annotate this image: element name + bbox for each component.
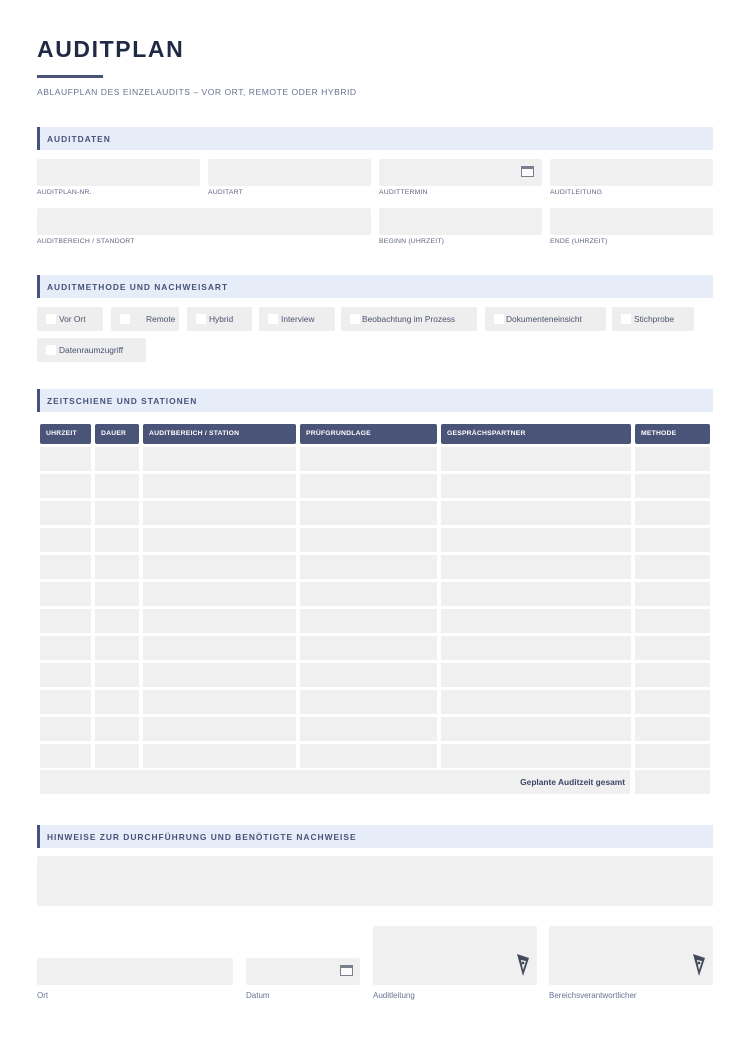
table-cell[interactable] xyxy=(300,555,437,579)
checkbox[interactable] xyxy=(46,345,56,355)
auditleitung-signature-field[interactable] xyxy=(373,926,537,985)
table-cell[interactable] xyxy=(635,636,710,660)
table-cell[interactable] xyxy=(40,663,91,687)
column-header-pruefgrundlage xyxy=(300,424,437,444)
table-cell[interactable] xyxy=(441,636,631,660)
method-label: Vor Ort xyxy=(59,314,86,324)
table-cell[interactable] xyxy=(95,663,139,687)
datum-label: Datum xyxy=(246,991,270,1000)
table-cell[interactable] xyxy=(635,528,710,552)
bereich-signature-field[interactable] xyxy=(549,926,713,985)
beginn-field[interactable] xyxy=(379,208,542,235)
calendar-icon[interactable] xyxy=(340,965,353,976)
table-cell[interactable] xyxy=(40,609,91,633)
ende-field[interactable] xyxy=(550,208,713,235)
table-cell[interactable] xyxy=(441,501,631,525)
checkbox[interactable] xyxy=(621,314,631,324)
table-cell[interactable] xyxy=(143,636,296,660)
table-cell[interactable] xyxy=(143,609,296,633)
section-title: HINWEISE ZUR DURCHFÜHRUNG UND BENÖTIGTE NACHWEISE xyxy=(47,832,357,842)
table-cell[interactable] xyxy=(441,609,631,633)
table-cell[interactable] xyxy=(300,744,437,768)
table-cell[interactable] xyxy=(300,636,437,660)
page-subtitle: ABLAUFPLAN DES EINZELAUDITS – VOR ORT, REMOTE ODER HYBRID xyxy=(37,87,357,97)
checkbox[interactable] xyxy=(350,314,360,324)
table-cell[interactable] xyxy=(300,663,437,687)
table-cell[interactable] xyxy=(635,744,710,768)
column-header-label: PRÜFGRUNDLAGE xyxy=(306,430,371,437)
method-label: Stichprobe xyxy=(634,314,675,324)
auditleitung-field[interactable] xyxy=(550,159,713,186)
pen-icon xyxy=(515,952,531,978)
checkbox[interactable] xyxy=(46,314,56,324)
table-cell[interactable] xyxy=(441,447,631,471)
section-header-zeitschiene xyxy=(37,389,713,412)
method-chip-stichprobe[interactable] xyxy=(612,307,694,331)
beginn-label: BEGINN (UHRZEIT) xyxy=(379,238,445,245)
table-cell[interactable] xyxy=(441,744,631,768)
table-cell[interactable] xyxy=(635,582,710,606)
checkbox[interactable] xyxy=(196,314,206,324)
column-header-label: DAUER xyxy=(101,430,127,437)
notes-textarea[interactable] xyxy=(37,856,713,906)
table-cell[interactable] xyxy=(635,690,710,714)
method-label: Interview xyxy=(281,314,315,324)
table-cell[interactable] xyxy=(143,528,296,552)
column-header-uhrzeit xyxy=(40,424,91,444)
table-cell[interactable] xyxy=(40,744,91,768)
column-header-label: METHODE xyxy=(641,430,677,437)
column-header-label: GESPRÄCHSPARTNER xyxy=(447,430,526,437)
table-cell[interactable] xyxy=(300,717,437,741)
table-cell[interactable] xyxy=(95,744,139,768)
table-cell[interactable] xyxy=(300,474,437,498)
auditart-label: AUDITART xyxy=(208,189,243,196)
datum-field[interactable] xyxy=(246,958,360,985)
table-cell[interactable] xyxy=(95,555,139,579)
table-cell[interactable] xyxy=(300,501,437,525)
method-chip-dokumenteneinsicht[interactable] xyxy=(485,307,606,331)
total-time-row xyxy=(40,770,630,794)
ort-label: Ort xyxy=(37,991,49,1000)
column-header-label: UHRZEIT xyxy=(46,430,77,437)
method-chip-vor-ort[interactable] xyxy=(37,307,103,331)
table-cell[interactable] xyxy=(143,447,296,471)
table-cell[interactable] xyxy=(635,555,710,579)
audittermin-field[interactable] xyxy=(379,159,542,186)
table-cell[interactable] xyxy=(635,447,710,471)
table-cell[interactable] xyxy=(95,582,139,606)
method-chip-interview[interactable] xyxy=(259,307,335,331)
table-cell[interactable] xyxy=(143,663,296,687)
title-underline xyxy=(37,75,103,78)
audittermin-label: AUDITTERMIN xyxy=(379,189,428,196)
section-title: ZEITSCHIENE UND STATIONEN xyxy=(47,396,198,406)
auditplan-nr-field[interactable] xyxy=(37,159,200,186)
method-label: Hybrid xyxy=(209,314,234,324)
page-title: AUDITPLAN xyxy=(37,36,185,62)
total-time-input[interactable] xyxy=(635,770,710,794)
table-cell[interactable] xyxy=(40,690,91,714)
total-time-label: Geplante Auditzeit gesamt xyxy=(520,777,625,787)
method-chip-remote[interactable] xyxy=(111,307,179,331)
table-cell[interactable] xyxy=(441,690,631,714)
checkbox[interactable] xyxy=(494,314,504,324)
table-cell[interactable] xyxy=(95,609,139,633)
table-cell[interactable] xyxy=(95,690,139,714)
table-cell[interactable] xyxy=(40,636,91,660)
table-cell[interactable] xyxy=(143,582,296,606)
column-header-label: AUDITBEREICH / STATION xyxy=(149,430,240,437)
table-cell[interactable] xyxy=(441,474,631,498)
auditart-field[interactable] xyxy=(208,159,371,186)
method-chip-hybrid[interactable] xyxy=(187,307,252,331)
table-cell[interactable] xyxy=(143,717,296,741)
auditbereich-label: AUDITBEREICH / STANDORT xyxy=(37,238,135,245)
table-cell[interactable] xyxy=(40,474,91,498)
table-cell[interactable] xyxy=(143,474,296,498)
column-header-dauer xyxy=(95,424,139,444)
table-cell[interactable] xyxy=(95,717,139,741)
section-title: AUDITDATEN xyxy=(47,134,111,144)
table-cell[interactable] xyxy=(300,690,437,714)
table-cell[interactable] xyxy=(441,528,631,552)
table-cell[interactable] xyxy=(40,717,91,741)
table-cell[interactable] xyxy=(441,582,631,606)
table-cell[interactable] xyxy=(40,528,91,552)
table-cell[interactable] xyxy=(635,609,710,633)
method-label: Beobachtung im Prozess xyxy=(362,314,456,324)
table-cell[interactable] xyxy=(143,555,296,579)
table-cell[interactable] xyxy=(143,690,296,714)
calendar-icon[interactable] xyxy=(521,166,534,177)
table-cell[interactable] xyxy=(635,717,710,741)
table-cell[interactable] xyxy=(143,744,296,768)
column-header-auditbereich xyxy=(143,424,296,444)
table-cell[interactable] xyxy=(95,636,139,660)
method-chip-beobachtung[interactable] xyxy=(341,307,477,331)
table-cell[interactable] xyxy=(95,447,139,471)
section-title: AUDITMETHODE UND NACHWEISART xyxy=(47,282,229,292)
table-cell[interactable] xyxy=(143,501,296,525)
auditleitung-label: AUDITLEITUNG xyxy=(550,189,603,196)
bereich-signature-label: Bereichsverantwortlicher xyxy=(549,991,637,1000)
table-cell[interactable] xyxy=(40,582,91,606)
table-cell[interactable] xyxy=(635,663,710,687)
table-cell[interactable] xyxy=(635,501,710,525)
section-header-auditdaten xyxy=(37,127,713,150)
pen-icon xyxy=(691,952,707,978)
checkbox[interactable] xyxy=(268,314,278,324)
section-header-hinweise xyxy=(37,825,713,848)
table-cell[interactable] xyxy=(40,555,91,579)
table-cell[interactable] xyxy=(300,528,437,552)
table-cell[interactable] xyxy=(95,528,139,552)
table-cell[interactable] xyxy=(441,663,631,687)
table-cell[interactable] xyxy=(40,501,91,525)
column-header-methode xyxy=(635,424,710,444)
auditplan-nr-label: AUDITPLAN-NR. xyxy=(37,189,92,196)
table-cell[interactable] xyxy=(635,474,710,498)
column-header-gespraechspartner xyxy=(441,424,631,444)
table-cell[interactable] xyxy=(300,582,437,606)
method-chip-datenraumzugriff[interactable] xyxy=(37,338,146,362)
method-label: Datenraumzugriff xyxy=(59,345,124,355)
auditleitung-signature-label: Auditleitung xyxy=(373,991,415,1000)
table-cell[interactable] xyxy=(40,447,91,471)
table-cell[interactable] xyxy=(95,474,139,498)
method-label: Dokumenteneinsicht xyxy=(506,314,582,324)
table-cell[interactable] xyxy=(441,717,631,741)
section-header-methode xyxy=(37,275,713,298)
ende-label: ENDE (UHRZEIT) xyxy=(550,238,608,245)
table-cell[interactable] xyxy=(300,447,437,471)
method-label: Remote xyxy=(146,314,176,324)
checkbox[interactable] xyxy=(120,314,130,324)
ort-field[interactable] xyxy=(37,958,233,985)
table-cell[interactable] xyxy=(95,501,139,525)
auditbereich-field[interactable] xyxy=(37,208,371,235)
table-cell[interactable] xyxy=(441,555,631,579)
table-cell[interactable] xyxy=(300,609,437,633)
